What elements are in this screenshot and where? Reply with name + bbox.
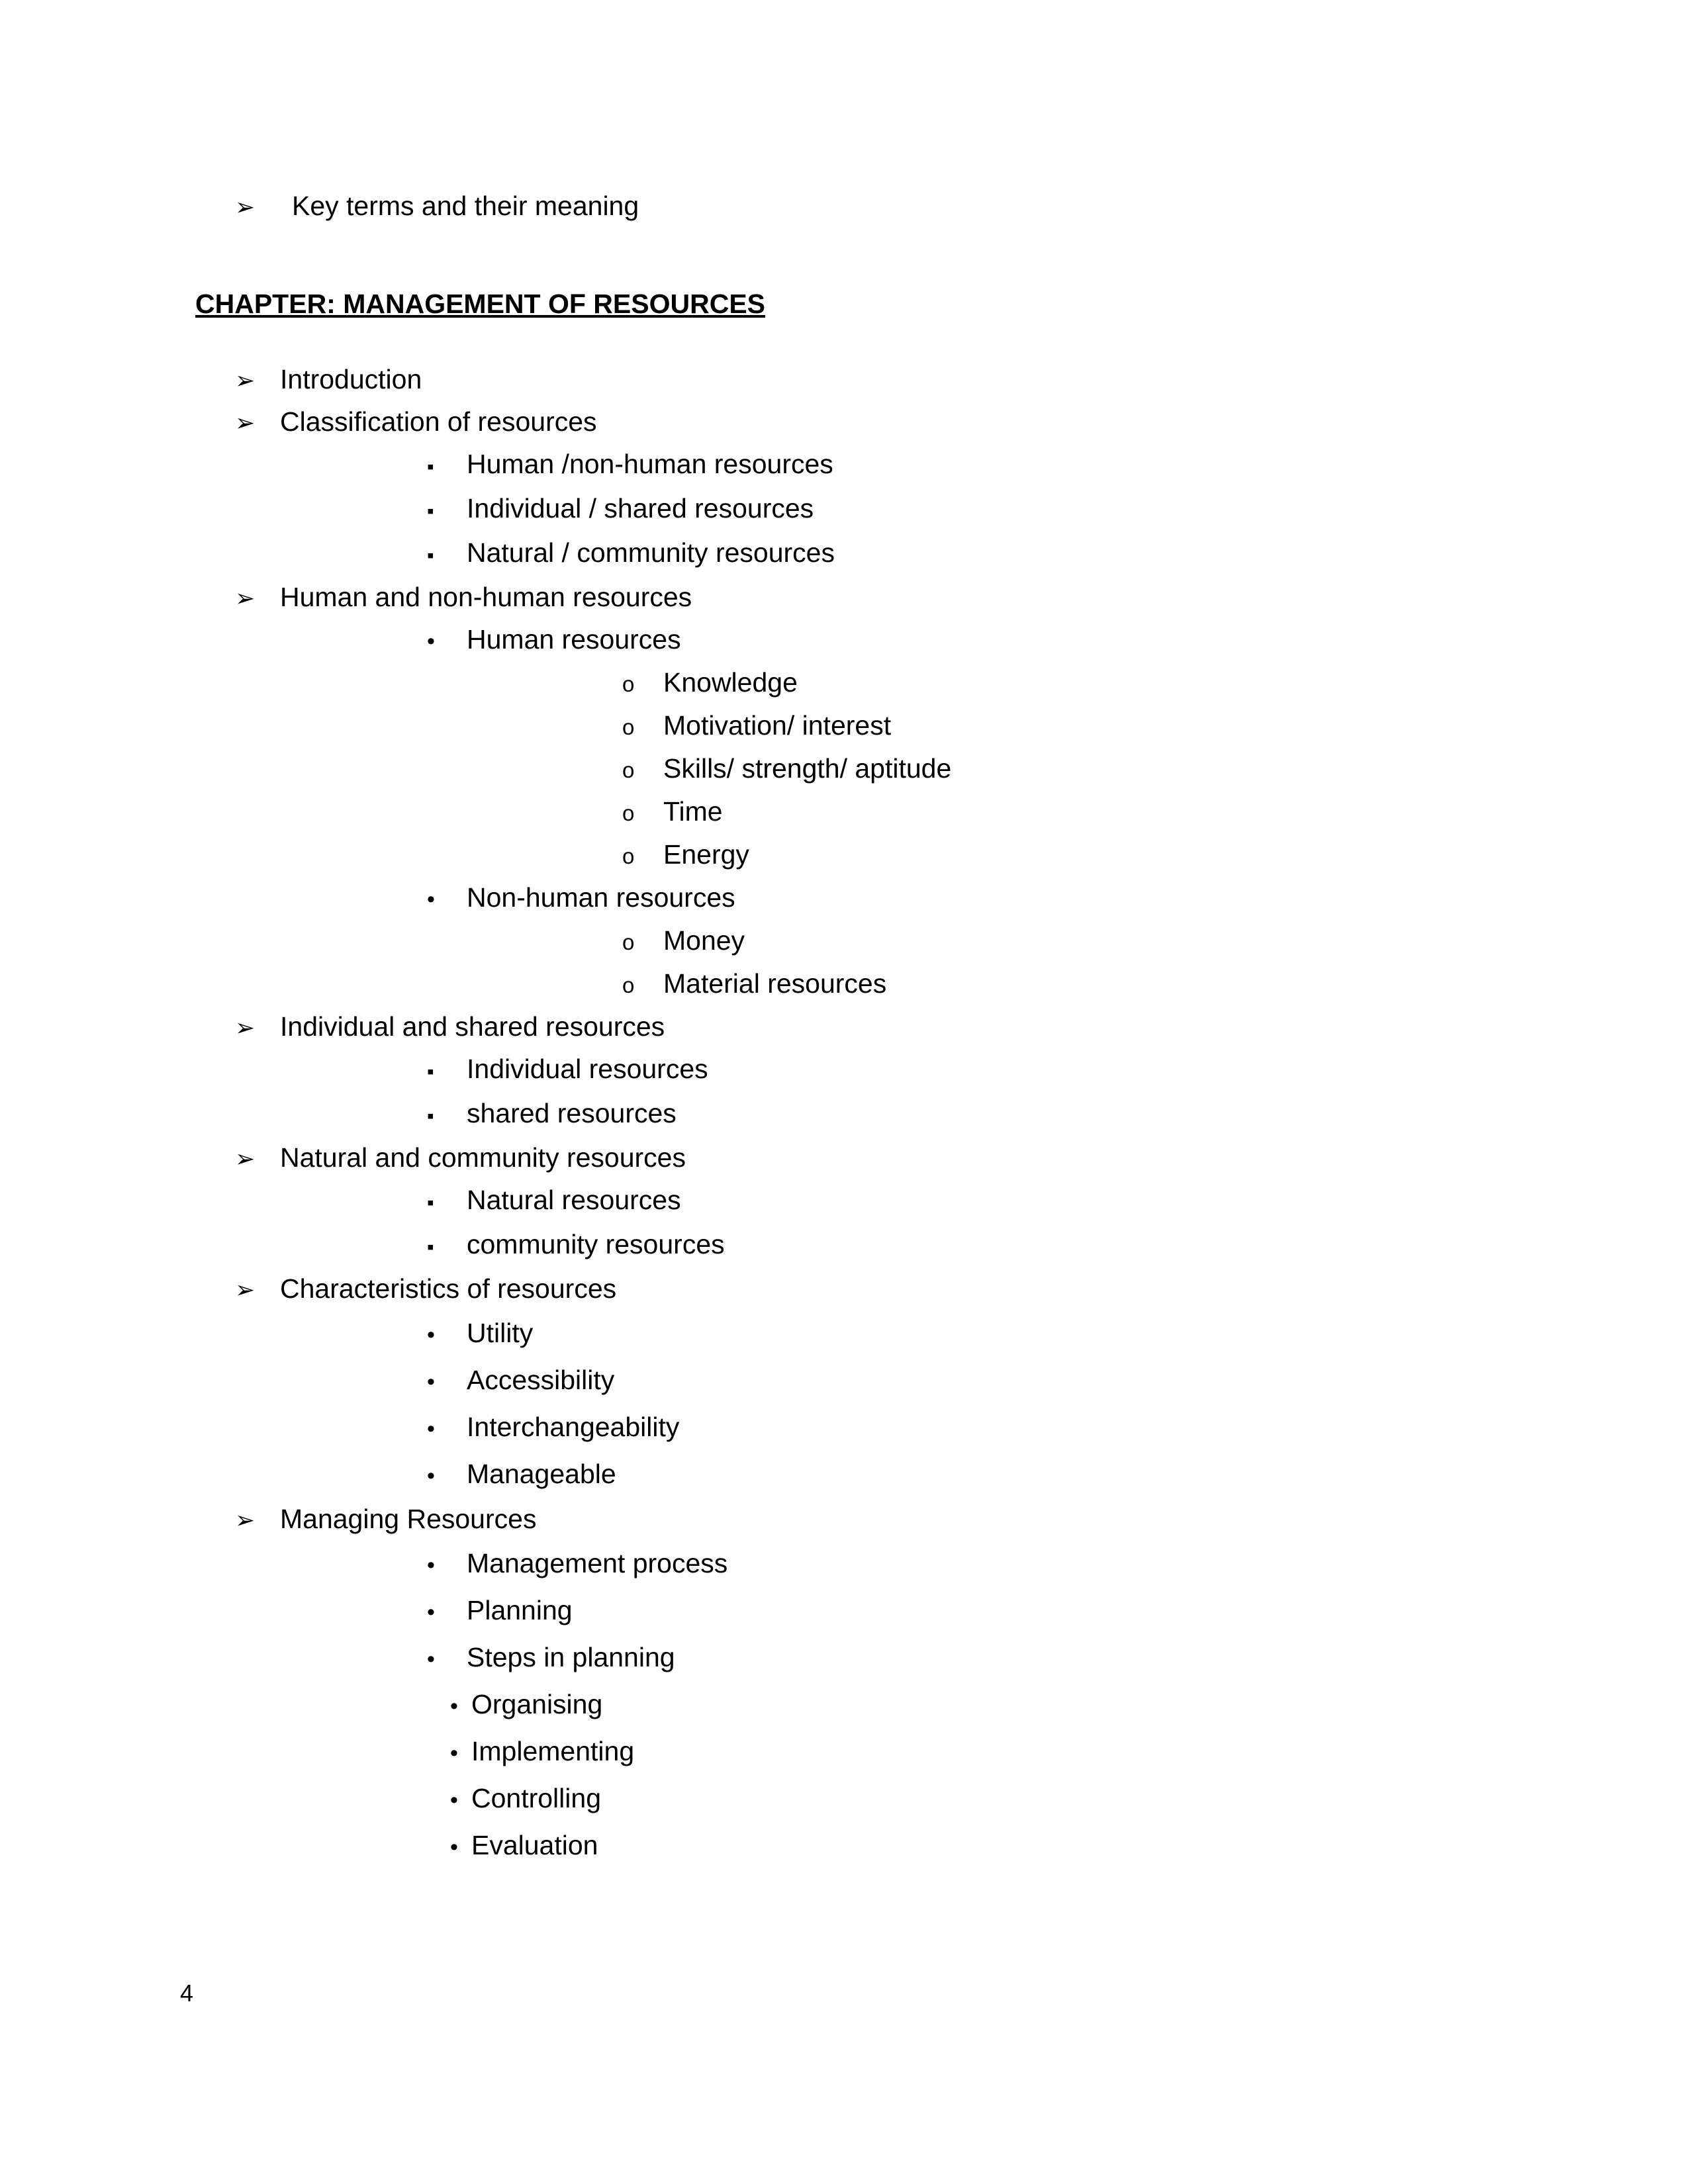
- square-bullet-icon: ▪: [427, 1192, 434, 1214]
- square-bullet-icon: ▪: [427, 1236, 434, 1258]
- list-item-label: Natural / community resources: [467, 537, 835, 568]
- square-bullet-icon: ▪: [427, 500, 434, 522]
- list-item-label: Introduction: [280, 364, 422, 394]
- list-item: [427, 1588, 1688, 1635]
- list-item: [450, 1823, 1688, 1870]
- list-item: [622, 748, 1688, 791]
- list-item-label: community resources: [467, 1229, 725, 1259]
- list-item: [235, 1498, 1688, 1541]
- disc-bullet-icon: •: [427, 1369, 435, 1394]
- list-item: [450, 1682, 1688, 1729]
- list-item: [622, 834, 1688, 877]
- circle-bullet-icon: o: [622, 715, 635, 739]
- list-item-label: Individual / shared resources: [467, 493, 814, 523]
- list-item-label: Natural and community resources: [280, 1142, 686, 1173]
- arrow-bullet-icon: ➢: [235, 1506, 256, 1533]
- list-item-label: Money: [663, 925, 745, 956]
- list-item-label: Manageable: [467, 1459, 616, 1489]
- list-item-label: Motivation/ interest: [663, 710, 892, 741]
- list-item: [622, 662, 1688, 705]
- list-item: [235, 1006, 1688, 1048]
- list-item: [235, 359, 1688, 401]
- arrow-bullet-icon: ➢: [235, 193, 256, 220]
- square-bullet-icon: ▪: [427, 1105, 434, 1127]
- list-item: [235, 576, 1688, 619]
- list-item: [622, 920, 1688, 963]
- disc-bullet-icon: •: [427, 1416, 435, 1441]
- circle-bullet-icon: o: [622, 672, 635, 696]
- list-item-label: Material resources: [663, 968, 887, 999]
- list-item-label: Steps in planning: [467, 1642, 675, 1672]
- list-item-label: Individual and shared resources: [280, 1011, 665, 1042]
- disc-bullet-icon: •: [427, 1600, 435, 1625]
- list-item: [427, 1451, 1688, 1498]
- chapter-heading: CHAPTER: MANAGEMENT OF RESOURCES: [195, 289, 766, 319]
- list-item-label: Organising: [471, 1689, 603, 1719]
- disc-bullet-icon: •: [450, 1835, 458, 1860]
- list-item-label: Energy: [663, 839, 749, 870]
- arrow-bullet-icon: ➢: [235, 1145, 256, 1172]
- arrow-bullet-icon: ➢: [235, 1276, 256, 1303]
- circle-bullet-icon: o: [622, 801, 635, 825]
- list-item: [450, 1729, 1688, 1776]
- list-item: [427, 1310, 1688, 1357]
- disc-bullet-icon: •: [427, 1647, 435, 1672]
- spacer: [0, 228, 1688, 283]
- list-item-label: Accessibility: [467, 1365, 615, 1395]
- list-item: [427, 443, 1688, 488]
- list-item: [427, 1357, 1688, 1404]
- list-item-label: Classification of resources: [280, 406, 597, 437]
- list-item-label: Implementing: [471, 1736, 635, 1766]
- list-item-label: Planning: [467, 1595, 573, 1625]
- outline-list: [0, 359, 1688, 1870]
- list-item: [427, 619, 1688, 662]
- circle-bullet-icon: o: [622, 758, 635, 782]
- list-item-label: Evaluation: [471, 1830, 598, 1860]
- disc-bullet-icon: •: [427, 887, 435, 912]
- list-item-label: Individual resources: [467, 1054, 708, 1084]
- list-item: [427, 1404, 1688, 1451]
- list-item: [622, 705, 1688, 748]
- list-item-label: Controlling: [471, 1783, 601, 1813]
- list-item-label: Natural resources: [467, 1185, 681, 1215]
- circle-bullet-icon: o: [622, 973, 635, 997]
- list-item-label: Human resources: [467, 624, 681, 655]
- list-item: [427, 1048, 1688, 1093]
- list-item: [622, 791, 1688, 834]
- list-item: [235, 1137, 1688, 1179]
- spacer: [0, 324, 1688, 359]
- list-item: [235, 185, 1688, 228]
- list-item: [427, 1635, 1688, 1682]
- list-item: [235, 401, 1688, 443]
- list-item: [427, 1093, 1688, 1137]
- arrow-bullet-icon: ➢: [235, 409, 256, 436]
- list-item-label: Managing Resources: [280, 1504, 537, 1534]
- list-item-label: Non-human resources: [467, 882, 735, 913]
- list-item: [427, 1224, 1688, 1268]
- page-number: 4: [180, 1979, 194, 2007]
- list-item-label: Time: [663, 796, 723, 827]
- list-item: [427, 1179, 1688, 1224]
- list-item-label: Human /non-human resources: [467, 449, 833, 479]
- list-item: [450, 1776, 1688, 1823]
- arrow-bullet-icon: ➢: [235, 367, 256, 394]
- arrow-bullet-icon: ➢: [235, 1014, 256, 1041]
- list-item-label: Human and non-human resources: [280, 582, 692, 612]
- list-item-label: Knowledge: [663, 667, 798, 698]
- list-item: [235, 1268, 1688, 1310]
- disc-bullet-icon: •: [427, 1553, 435, 1578]
- disc-bullet-icon: •: [427, 629, 435, 654]
- circle-bullet-icon: o: [622, 844, 635, 868]
- square-bullet-icon: ▪: [427, 545, 434, 567]
- square-bullet-icon: ▪: [427, 1061, 434, 1083]
- list-item-label: Characteristics of resources: [280, 1273, 617, 1304]
- list-item: [427, 488, 1688, 532]
- list-item-label: Interchangeability: [467, 1412, 680, 1442]
- list-item-label: shared resources: [467, 1098, 677, 1128]
- list-item: [427, 532, 1688, 576]
- list-item: [622, 963, 1688, 1006]
- list-item-label: Management process: [467, 1548, 728, 1578]
- list-item-label: Key terms and their meaning: [292, 191, 639, 221]
- circle-bullet-icon: o: [622, 930, 635, 954]
- square-bullet-icon: ▪: [427, 456, 434, 478]
- arrow-bullet-icon: ➢: [235, 584, 256, 612]
- list-item: [427, 877, 1688, 920]
- disc-bullet-icon: •: [450, 1741, 458, 1766]
- disc-bullet-icon: •: [450, 1788, 458, 1813]
- list-item-label: Skills/ strength/ aptitude: [663, 753, 952, 784]
- disc-bullet-icon: •: [450, 1694, 458, 1719]
- list-item: [427, 1541, 1688, 1588]
- disc-bullet-icon: •: [427, 1322, 435, 1347]
- list-item-label: Utility: [467, 1318, 534, 1348]
- disc-bullet-icon: •: [427, 1463, 435, 1488]
